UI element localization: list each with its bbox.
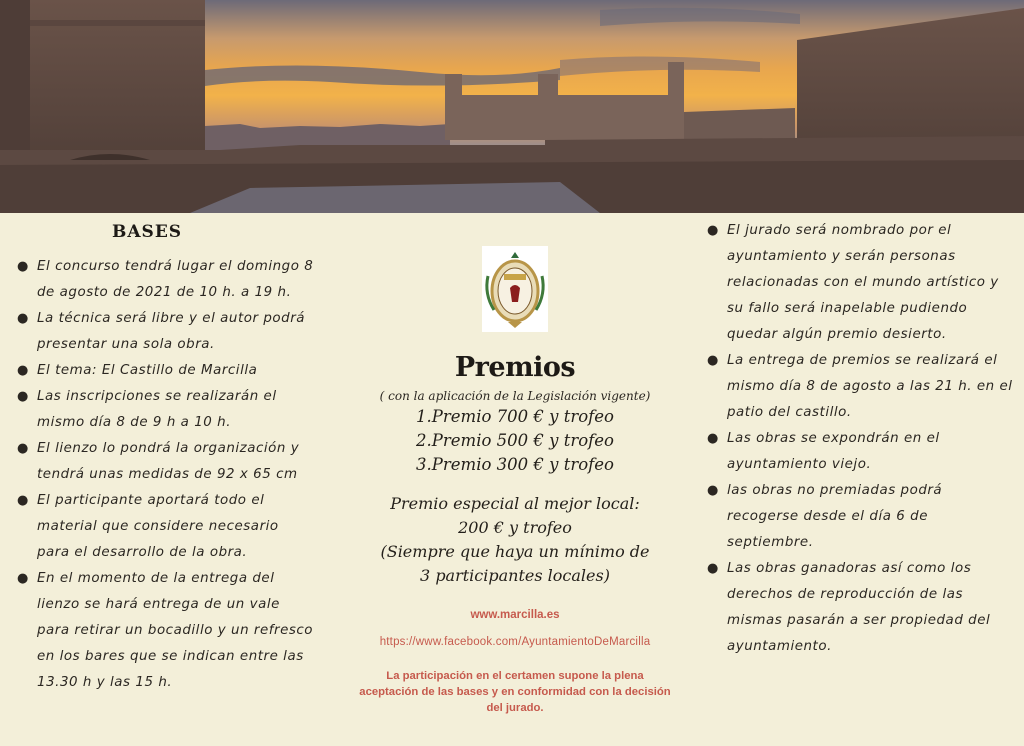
premios-title: Premios (454, 352, 576, 383)
list-item: ● El lienzo lo pondrá la organización y tendrá unas medidas de 92 x 65 cm (14, 436, 314, 488)
premios-subtitle: ( con la aplicación de la Legislación vigente) (379, 389, 651, 403)
list-item: ● Las obras ganadoras así como los derechos de reproducción de las mismas pasarán a ser propiedad del ayuntamiento. (704, 556, 1014, 660)
list-item: ● El jurado será nombrado por el ayuntamiento y serán personas relacionadas con el mundo artístico y su fallo será inapelable pudiendo quedar algún premio desierto. (704, 218, 1014, 348)
special-prize-line: (Siempre que haya un mínimo de (380, 542, 650, 561)
premios-column (340, 240, 690, 716)
bullet-icon: ● (707, 223, 719, 238)
prize-second: 2.Premio 500 € y trofeo (416, 431, 614, 450)
special-prize-line: Premio especial al mejor local: (390, 494, 640, 513)
list-item: ● Las inscripciones se realizarán el mismo día 8 de 9 h a 10 h. (14, 384, 314, 436)
bullet-icon: ● (707, 561, 719, 576)
special-prize-line: 3 participantes locales) (420, 566, 610, 585)
prize-list (340, 405, 690, 477)
municipal-coat-of-arms-logo (482, 246, 548, 332)
rules-column-right (704, 218, 1014, 660)
prize-first: 1.Premio 700 € y trofeo (416, 407, 614, 426)
bullet-icon: ● (17, 571, 29, 586)
bullet-icon: ● (17, 259, 29, 274)
bullet-icon: ● (17, 389, 29, 404)
special-prize (340, 492, 690, 588)
bullet-icon: ● (707, 431, 719, 446)
list-item: ● La entrega de premios se realizará el mismo día 8 de agosto a las 21 h. en el patio del castillo. (704, 348, 1014, 426)
bullet-icon: ● (17, 441, 29, 456)
facebook-link[interactable]: https://www.facebook.com/AyuntamientoDeMarcilla (379, 636, 651, 648)
rules-list (704, 218, 1014, 660)
bases-list (14, 254, 314, 696)
list-item: ● El tema: El Castillo de Marcilla (14, 358, 314, 384)
prize-third: 3.Premio 300 € y trofeo (416, 455, 614, 474)
list-item: ● Las obras se expondrán en el ayuntamiento viejo. (704, 426, 1014, 478)
bullet-icon: ● (707, 353, 719, 368)
special-prize-amount: 200 € y trofeo (458, 518, 572, 537)
website-link[interactable]: www.marcilla.es (470, 609, 560, 621)
bullet-icon: ● (17, 363, 29, 378)
bases-column (14, 222, 314, 696)
bullet-icon: ● (17, 493, 29, 508)
castle-sunset-photo (0, 0, 1024, 213)
bullet-icon: ● (707, 483, 719, 498)
list-item: ● La técnica será libre y el autor podrá presentar una sola obra. (14, 306, 314, 358)
list-item: ● El concurso tendrá lugar el domingo 8 de agosto de 2021 de 10 h. a 19 h. (14, 254, 314, 306)
bullet-icon: ● (17, 311, 29, 326)
list-item: ● las obras no premiadas podrá recogerse desde el día 6 de septiembre. (704, 478, 1014, 556)
list-item: ● En el momento de la entrega del lienzo se hará entrega de un vale para retirar un bocadillo y un refresco en los bares que se indican entre las 13.30 h y las 15 h. (14, 566, 314, 696)
bases-title: BASES (112, 222, 183, 242)
participation-note: La participación en el certamen supone la plena aceptación de las bases y en conformidad con la decisión del jurado. (359, 670, 671, 714)
list-item: ● El participante aportará todo el material que considere necesario para el desarrollo de la obra. (14, 488, 314, 566)
